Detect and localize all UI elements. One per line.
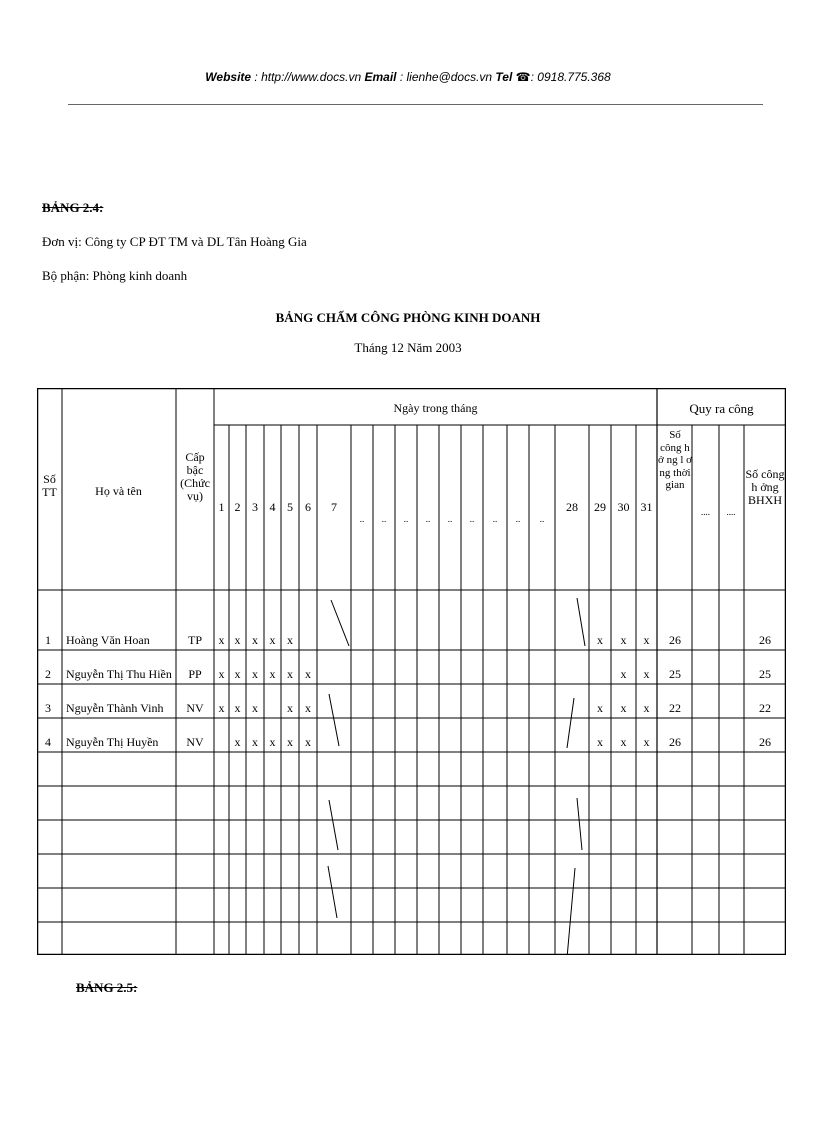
day-label: 1 <box>218 500 225 514</box>
row-name: Nguyễn Thị Huyền <box>66 735 159 749</box>
unit-line: Đơn vị: Công ty CP ĐT TM và DL Tân Hoàng Gia <box>42 234 307 249</box>
attendance-mark: x <box>269 667 276 681</box>
attendance-mark: x <box>620 667 627 681</box>
department-line: Bộ phận: Phòng kinh doanh <box>42 268 188 283</box>
day-label: .. <box>381 514 387 524</box>
attendance-mark: x <box>269 735 276 749</box>
row-time-pay: 26 <box>669 633 681 647</box>
attendance-mark: x <box>234 701 241 715</box>
header-dots-2: .... <box>726 507 736 517</box>
row-rank: PP <box>188 667 202 681</box>
header-time-pay: Số công h ở ng l ơ ng thời gian <box>658 429 692 491</box>
row-time-pay: 25 <box>669 667 681 681</box>
attendance-mark: x <box>218 701 225 715</box>
day-label: .. <box>425 514 431 524</box>
attendance-mark: x <box>305 667 311 681</box>
row-name: Hoàng Văn Hoan <box>66 633 150 647</box>
day-label: 3 <box>252 500 258 514</box>
row-time-pay: 26 <box>669 735 681 749</box>
row-bhxh: 26 <box>759 633 771 647</box>
attendance-mark: x <box>597 633 603 647</box>
attendance-mark: x <box>218 667 225 681</box>
document-month: Tháng 12 Năm 2003 <box>354 340 462 355</box>
day-label: .. <box>515 514 521 524</box>
attendance-mark: x <box>218 633 225 647</box>
day-label: .. <box>492 514 498 524</box>
day-label: 29 <box>594 500 606 514</box>
header-summary: Quy ra công <box>689 401 754 416</box>
attendance-mark: x <box>269 633 276 647</box>
attendance-mark: x <box>620 735 627 749</box>
row-name: Nguyễn Thành Vinh <box>66 701 164 715</box>
caption-table-2-5: BẢNG 2.5: <box>76 980 138 995</box>
row-rank: TP <box>187 633 202 647</box>
day-label: .. <box>539 514 545 524</box>
tel-label: Tel <box>495 70 513 84</box>
attendance-mark: x <box>643 667 650 681</box>
header-name: Họ và tên <box>95 484 142 498</box>
row-time-pay: 22 <box>669 701 681 715</box>
caption-table-2-4: BẢNG 2.4: <box>42 200 104 215</box>
row-bhxh: 26 <box>759 735 771 749</box>
attendance-mark: x <box>643 633 650 647</box>
day-label: 6 <box>305 500 311 514</box>
tel-value: : 0918.775.368 <box>530 70 611 84</box>
attendance-mark: x <box>287 701 293 715</box>
header-stt: Số TT <box>42 472 57 499</box>
attendance-mark: x <box>643 701 650 715</box>
day-label: 5 <box>287 500 293 514</box>
document-title: BẢNG CHẤM CÔNG PHÒNG KINH DOANH <box>275 310 541 325</box>
page-header <box>0 70 816 84</box>
attendance-mark: x <box>287 667 293 681</box>
day-label: .. <box>447 514 453 524</box>
row-stt: 1 <box>45 633 51 647</box>
row-bhxh: 22 <box>759 701 771 715</box>
attendance-mark: x <box>234 633 241 647</box>
attendance-mark: x <box>597 735 603 749</box>
attendance-mark: x <box>305 735 311 749</box>
attendance-table <box>37 388 786 955</box>
day-label: .. <box>359 514 365 524</box>
phone-icon: ☎ <box>515 70 531 84</box>
day-label: .. <box>403 514 409 524</box>
website-label: Website <box>205 70 252 84</box>
day-label: 7 <box>331 500 337 514</box>
row-stt: 4 <box>45 735 51 749</box>
attendance-mark: x <box>620 633 627 647</box>
attendance-mark: x <box>305 701 311 715</box>
attendance-mark: x <box>252 701 258 715</box>
attendance-mark: x <box>234 667 241 681</box>
day-label: .. <box>469 514 475 524</box>
header-rank: Cấp bậc (Chức vụ) <box>180 450 210 503</box>
header-bhxh: Số công h ởng BHXH <box>745 467 785 507</box>
attendance-mark: x <box>643 735 650 749</box>
row-stt: 3 <box>45 701 51 715</box>
header-dots-1: .... <box>701 507 710 517</box>
day-label: 4 <box>269 500 276 514</box>
row-bhxh: 25 <box>759 667 771 681</box>
email-label: Email <box>364 70 397 84</box>
row-rank: NV <box>186 735 204 749</box>
day-label: 28 <box>566 500 578 514</box>
attendance-mark: x <box>234 735 241 749</box>
day-label: 2 <box>234 500 241 514</box>
attendance-mark: x <box>252 735 258 749</box>
day-label: 30 <box>617 500 630 514</box>
header-divider <box>68 104 763 105</box>
attendance-mark: x <box>287 735 293 749</box>
row-name: Nguyễn Thị Thu Hiền <box>66 667 172 681</box>
header-days: Ngày trong tháng <box>393 401 478 415</box>
attendance-mark: x <box>252 667 258 681</box>
attendance-mark: x <box>252 633 258 647</box>
attendance-mark: x <box>620 701 627 715</box>
day-label: 31 <box>640 500 653 514</box>
website-link[interactable]: : http://www.docs.vn <box>254 70 362 84</box>
email-link[interactable]: : lienhe@docs.vn <box>399 70 493 84</box>
attendance-mark: x <box>287 633 293 647</box>
row-stt: 2 <box>45 667 51 681</box>
attendance-mark: x <box>597 701 603 715</box>
row-rank: NV <box>186 701 204 715</box>
